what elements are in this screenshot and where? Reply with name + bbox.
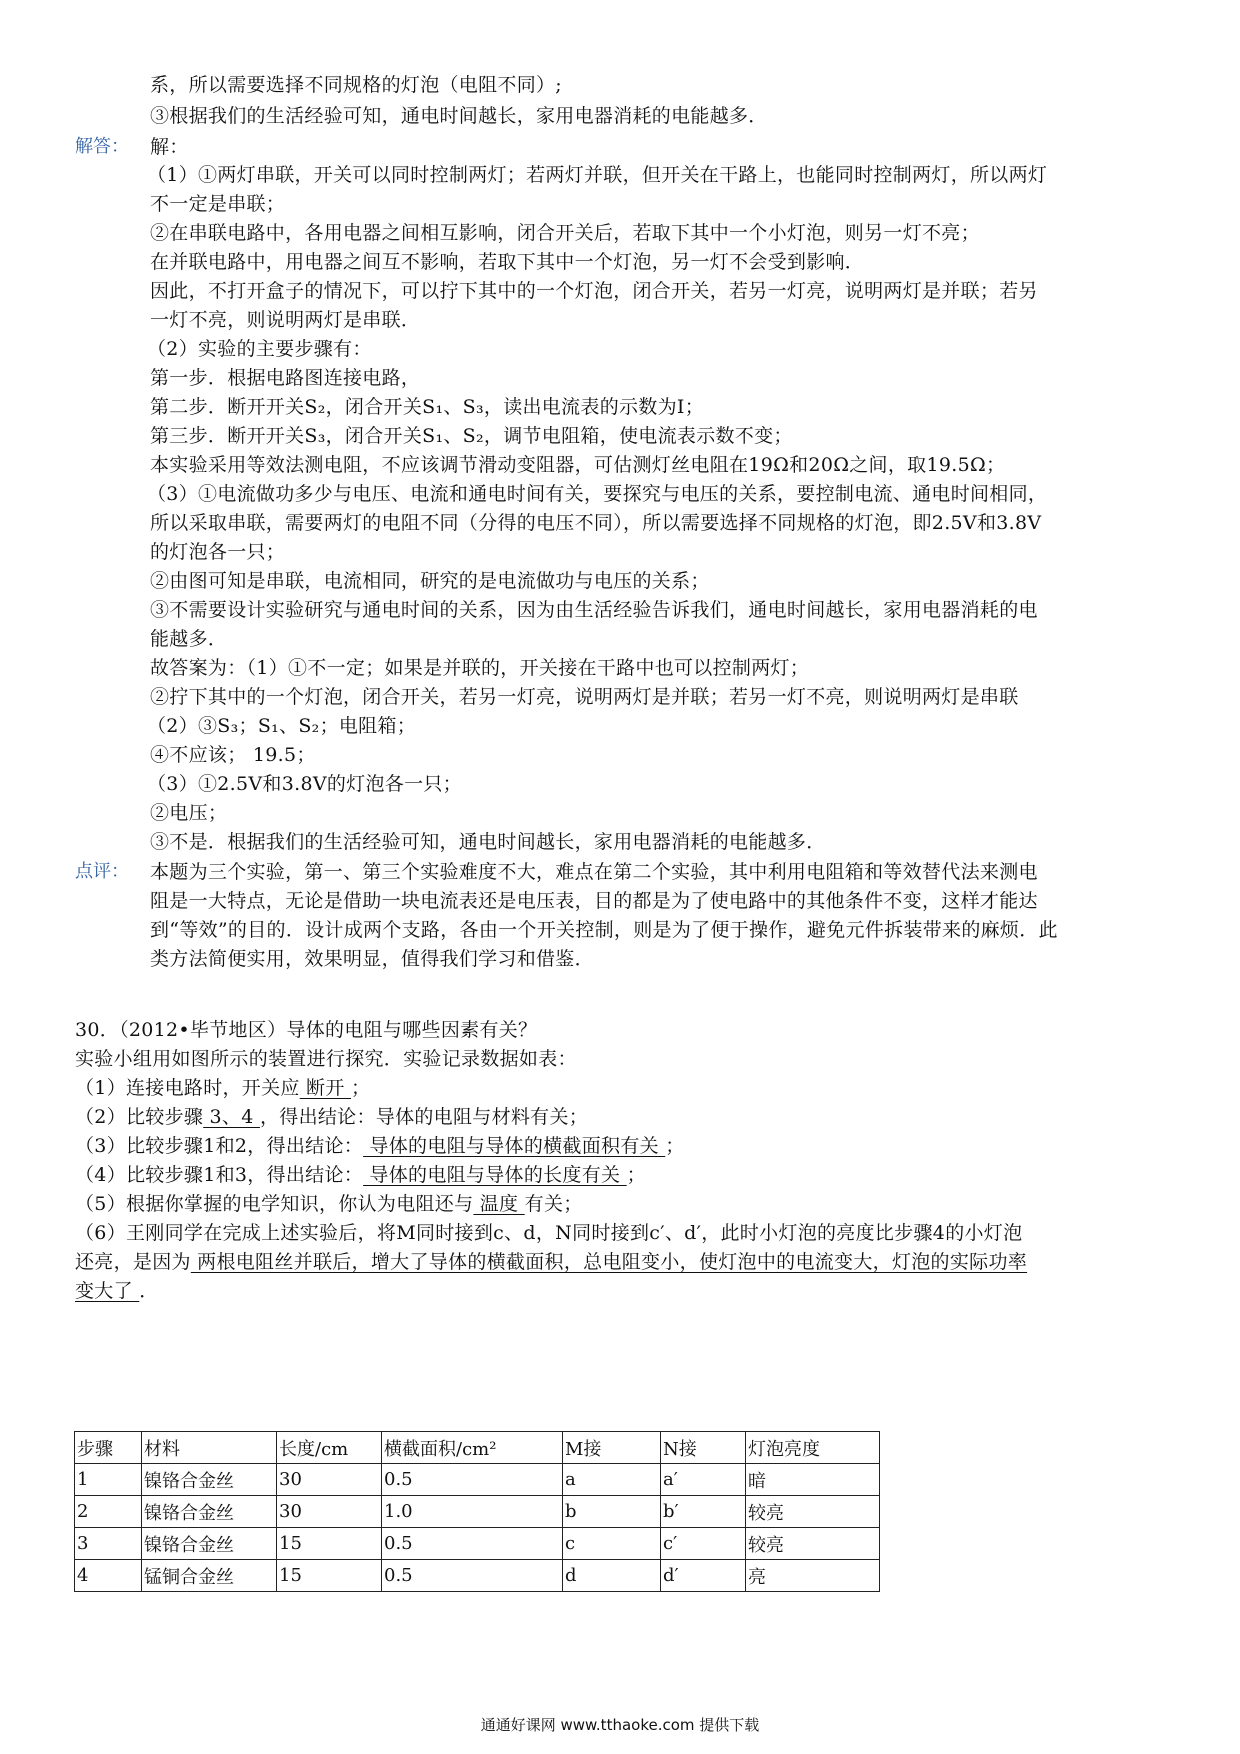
table-header-row <box>75 1432 880 1464</box>
table-cell: 镍铬合金丝 <box>142 1496 277 1528</box>
sub-question-6-line1: （6）王刚同学在完成上述实验后，将M同时接到c、d，N同时接到c′、d′，此时小灯泡的亮度比步骤4的小灯泡 <box>75 1222 1023 1244</box>
answer-blank: 变大了 <box>75 1280 140 1302</box>
answer-line: ②在串联电路中，各用电器之间相互影响，闭合开关后，若取下其中一个小灯泡，则另一灯不亮； <box>150 222 980 244</box>
answer-line: 一灯不亮，则说明两灯是串联． <box>150 309 421 331</box>
table-cell: 2 <box>75 1496 142 1528</box>
answer-line: 不一定是串联； <box>150 193 286 215</box>
answer-line: ②电压； <box>150 802 228 824</box>
sub-question-5: （5）根据你掌握的电学知识，你认为电阻还与 温度 有关； <box>75 1193 583 1215</box>
table-cell: 30 <box>277 1464 382 1496</box>
comment-tag: 点评： <box>75 861 129 882</box>
answer-line: 因此，不打开盒子的情况下，可以拧下其中的一个灯泡，闭合开关，若另一灯亮，说明两灯是并联；若另 <box>150 280 1038 302</box>
answer-line: ②由图可知是串联，电流相同，研究的是电流做功与电压的关系； <box>150 570 710 592</box>
table-cell: c′ <box>661 1528 746 1560</box>
sub-question-4: （4）比较步骤1和3，得出结论： 导体的电阻与导体的长度有关 ； <box>75 1164 646 1186</box>
answer-line: 的灯泡各一只； <box>150 541 286 563</box>
answer-line: （2）实验的主要步骤有： <box>147 338 372 360</box>
table-cell: d′ <box>661 1560 746 1592</box>
answer-line: 故答案为：（1）①不一定；如果是并联的，开关接在干路中也可以控制两灯； <box>150 657 810 679</box>
table-cell: 0.5 <box>382 1560 563 1592</box>
sub-question-2: （2）比较步骤 3、4 ，得出结论：导体的电阻与材料有关； <box>75 1106 589 1128</box>
table-cell: 亮 <box>746 1560 880 1592</box>
table-cell: 较亮 <box>746 1528 880 1560</box>
sub-question-3: （3）比较步骤1和2，得出结论： 导体的电阻与导体的横截面积有关 ； <box>75 1135 685 1157</box>
answer-line: （3）①2.5V和3.8V的灯泡各一只； <box>147 773 462 795</box>
table-cell: 0.5 <box>382 1528 563 1560</box>
table-cell: 较亮 <box>746 1496 880 1528</box>
answer-line: 在并联电路中，用电器之间互不影响，若取下其中一个灯泡，另一灯不会受到影响． <box>150 251 865 273</box>
answer-line: （2）③S₃；S₁、S₂；电阻箱； <box>147 715 417 737</box>
comment-line: 阻是一大特点，无论是借助一块电流表还是电压表，目的都是为了使电路中的其他条件不变，这样才能达 <box>150 890 1038 912</box>
table-row <box>75 1496 880 1528</box>
answer-line: （3）①电流做功多少与电压、电流和通电时间有关，要探究与电压的关系，要控制电流、通电时间相同， <box>147 483 1048 505</box>
table-header-cell: N接 <box>661 1432 746 1464</box>
sub-question-6-line2: 还亮，是因为 两根电阻丝并联后，增大了导体的横截面积，总电阻变小，使灯泡中的电流变大，灯泡的实际功率 <box>75 1251 1028 1273</box>
table-header-cell: 步骤 <box>75 1432 142 1464</box>
table-cell: 镍铬合金丝 <box>142 1464 277 1496</box>
table-row <box>75 1528 880 1560</box>
answer-line: ④不应该； 19.5； <box>150 744 316 766</box>
table-cell: 0.5 <box>382 1464 563 1496</box>
sub-question-1: （1）连接电路时，开关应 断开 ； <box>75 1077 371 1099</box>
comment-line: 到“等效”的目的．设计成两个支路，各由一个开关控制，则是为了便于操作，避免元件拆装带来的麻烦．此 <box>150 919 1058 941</box>
table-cell: d <box>563 1560 661 1592</box>
answer-line: 所以采取串联，需要两灯的电阻不同（分得的电压不同），所以需要选择不同规格的灯泡，即2.5V和3.8V <box>150 512 1042 534</box>
table-cell: a <box>563 1464 661 1496</box>
text-line: ③根据我们的生活经验可知，通电时间越长，家用电器消耗的电能越多． <box>150 105 768 127</box>
answer-line: ③不需要设计实验研究与通电时间的关系，因为由生活经验告诉我们，通电时间越长，家用电器消耗的电 <box>150 599 1038 621</box>
table-row <box>75 1464 880 1496</box>
table-row <box>75 1560 880 1592</box>
text-line: 系，所以需要选择不同规格的灯泡（电阻不同）; <box>150 74 563 96</box>
table-cell: 15 <box>277 1560 382 1592</box>
table-cell: 暗 <box>746 1464 880 1496</box>
sub-question-6-line3: 变大了 ． <box>75 1280 159 1302</box>
table-cell: 4 <box>75 1560 142 1592</box>
data-table <box>74 1431 880 1592</box>
table-cell: a′ <box>661 1464 746 1496</box>
table-cell: b′ <box>661 1496 746 1528</box>
answer-line: （1）①两灯串联，开关可以同时控制两灯；若两灯并联，但开关在干路上，也能同时控制两灯，所以两灯 <box>147 164 1048 186</box>
comment-line: 类方法简便实用，效果明显，值得我们学习和借鉴． <box>150 948 594 970</box>
table-header-cell: 灯泡亮度 <box>746 1432 880 1464</box>
table-cell: 锰铜合金丝 <box>142 1560 277 1592</box>
answer-blank: 温度 <box>473 1193 525 1215</box>
question-title: 30．（2012•毕节地区）导体的电阻与哪些因素有关？ <box>75 1019 538 1041</box>
answer-blank: 3、4 <box>203 1106 260 1128</box>
answer-line: 第三步．断开开关S₃，闭合开关S₁、S₂，调节电阻箱，使电流表示数不变； <box>150 425 793 447</box>
table-header-cell: 材料 <box>142 1432 277 1464</box>
table-header-cell: 横截面积/cm² <box>382 1432 563 1464</box>
table-cell: b <box>563 1496 661 1528</box>
answer-blank: 断开 <box>299 1077 351 1099</box>
answer-line: 解： <box>150 136 189 158</box>
page-footer: 通通好课网 www.tthaoke.com 提供下载 <box>480 1716 760 1734</box>
table-header-cell: 长度/cm <box>277 1432 382 1464</box>
answer-line: ②拧下其中的一个灯泡，闭合开关，若另一灯亮，说明两灯是并联；若另一灯不亮，则说明两灯是串联 <box>150 686 1019 708</box>
answer-line: 本实验采用等效法测电阻，不应该调节滑动变阻器，可估测灯丝电阻在19Ω和20Ω之间，取19.5Ω； <box>150 454 1006 476</box>
answer-line: 第一步．根据电路图连接电路， <box>150 367 421 389</box>
comment-line: 本题为三个实验，第一、第三个实验难度不大，难点在第二个实验，其中利用电阻箱和等效替代法来测电 <box>150 861 1038 883</box>
answer-blank: 导体的电阻与导体的长度有关 <box>363 1164 627 1186</box>
table-cell: 30 <box>277 1496 382 1528</box>
answer-line: 第二步．断开开关S₂，闭合开关S₁、S₃，读出电流表的示数为I； <box>150 396 705 418</box>
table-cell: 1.0 <box>382 1496 563 1528</box>
answer-line: ③不是．根据我们的生活经验可知，通电时间越长，家用电器消耗的电能越多． <box>150 831 826 853</box>
answer-blank: 导体的电阻与导体的横截面积有关 <box>363 1135 666 1157</box>
question-intro: 实验小组用如图所示的装置进行探究．实验记录数据如表： <box>75 1048 577 1070</box>
table-cell: c <box>563 1528 661 1560</box>
answer-blank: 两根电阻丝并联后，增大了导体的横截面积，总电阻变小，使灯泡中的电流变大，灯泡的实际功率 <box>190 1251 1028 1273</box>
table-cell: 镍铬合金丝 <box>142 1528 277 1560</box>
table-cell: 15 <box>277 1528 382 1560</box>
answer-tag: 解答： <box>75 136 129 157</box>
answer-line: 能越多． <box>150 628 228 650</box>
table-cell: 1 <box>75 1464 142 1496</box>
table-header-cell: M接 <box>563 1432 661 1464</box>
table-cell: 3 <box>75 1528 142 1560</box>
